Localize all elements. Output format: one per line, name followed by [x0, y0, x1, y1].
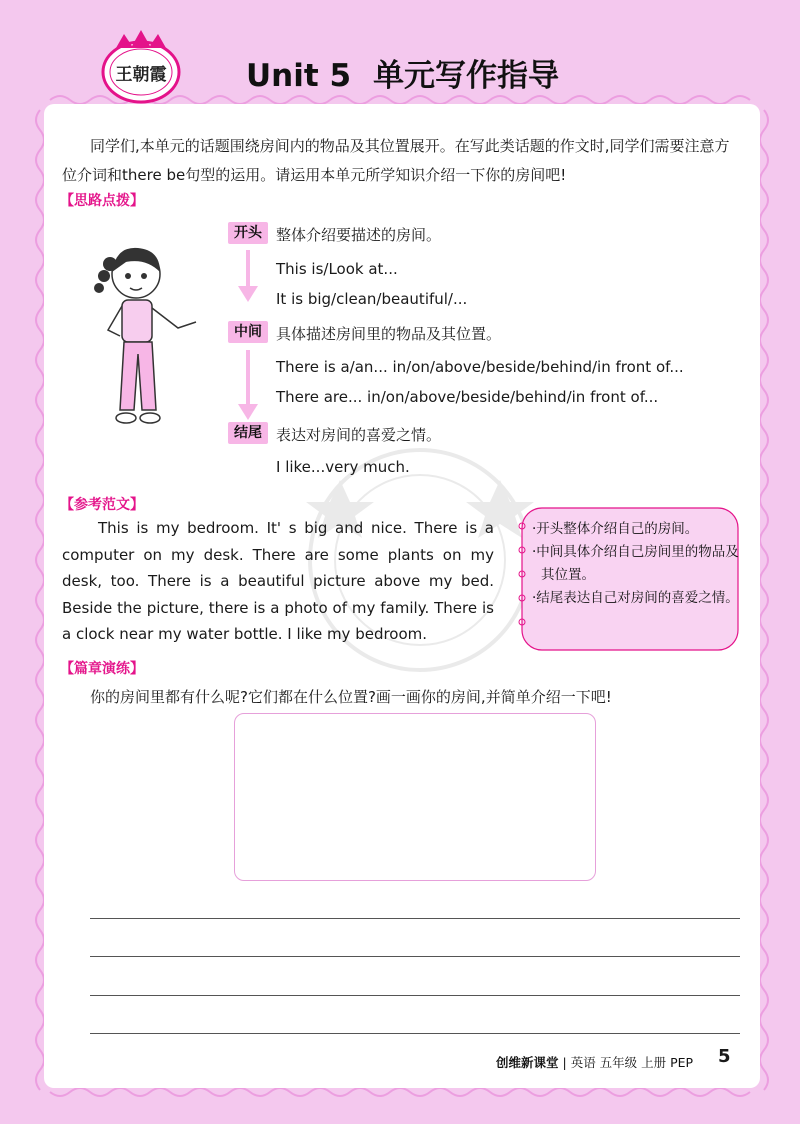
- svg-text:王朝霞: 王朝霞: [115, 65, 167, 85]
- unit-number: Unit 5: [246, 58, 352, 94]
- tag-opening: 开头: [228, 222, 268, 244]
- page-number: 5: [718, 1046, 731, 1067]
- section-label-practice: 【篇章演练】: [60, 661, 144, 677]
- writing-line[interactable]: [90, 1033, 740, 1034]
- note-item: ·中间具体介绍自己房间里的物品及其位置。: [532, 544, 739, 583]
- note-text: [530, 518, 740, 610]
- girl-illustration: [86, 234, 206, 434]
- tag-ending: 结尾: [228, 422, 268, 444]
- opening-desc: 整体介绍要描述的房间。: [276, 226, 442, 244]
- drawing-box[interactable]: [234, 713, 596, 881]
- section-label-ideas: 【思路点拨】: [60, 193, 144, 209]
- intro-paragraph: 同学们,本单元的话题围绕房间内的物品及其位置展开。在写此类话题的作文时,同学们需要注意方位介词和there be句型的运用。请运用本单元所学知识介绍一下你的房间吧!: [62, 137, 730, 184]
- writing-line[interactable]: [90, 995, 740, 996]
- page-title: [246, 50, 559, 95]
- publisher-logo: [98, 26, 184, 106]
- pattern-line: This is/Look at...: [276, 260, 398, 278]
- unit-subtitle: 单元写作指导: [373, 58, 560, 94]
- pattern-line: There are... in/on/above/beside/behind/in front of...: [276, 388, 659, 406]
- flow-arrow-icon: [238, 250, 258, 302]
- footer-brand: 创维新课堂: [496, 1055, 559, 1070]
- ending-desc: 表达对房间的喜爱之情。: [276, 426, 442, 444]
- pattern-line: It is big/clean/beautiful/...: [276, 290, 468, 308]
- footer-book-info: 英语 五年级 上册 PEP: [570, 1055, 694, 1070]
- note-item: ·开头整体介绍自己的房间。: [532, 521, 699, 537]
- middle-desc: 具体描述房间里的物品及其位置。: [276, 325, 502, 343]
- section-label-sample: 【参考范文】: [60, 497, 144, 513]
- note-item: ·结尾表达自己对房间的喜爱之情。: [532, 590, 739, 606]
- writing-line[interactable]: [90, 918, 740, 919]
- footer-info: 创维新课堂 | 英语 五年级 上册 PEP: [496, 1055, 694, 1070]
- sample-essay-text: This is my bedroom. It' s big and nice. There is a computer on my desk. There are some plants on my desk, too. There is a beautiful picture above my bed. Beside the picture, there is a photo of my family. There is a clock near my water bottle. I like my bedroom.: [62, 519, 494, 643]
- pattern-line: There is a/an... in/on/above/beside/behind/in front of...: [276, 358, 684, 376]
- practice-prompt: 你的房间里都有什么呢?它们都在什么位置?画一画你的房间,并简单介绍一下吧!: [90, 688, 612, 706]
- flow-arrow-icon: [238, 350, 258, 420]
- tag-middle: 中间: [228, 321, 268, 343]
- pattern-line: I like...very much.: [276, 458, 410, 476]
- sample-essay: [62, 515, 494, 648]
- writing-line[interactable]: [90, 956, 740, 957]
